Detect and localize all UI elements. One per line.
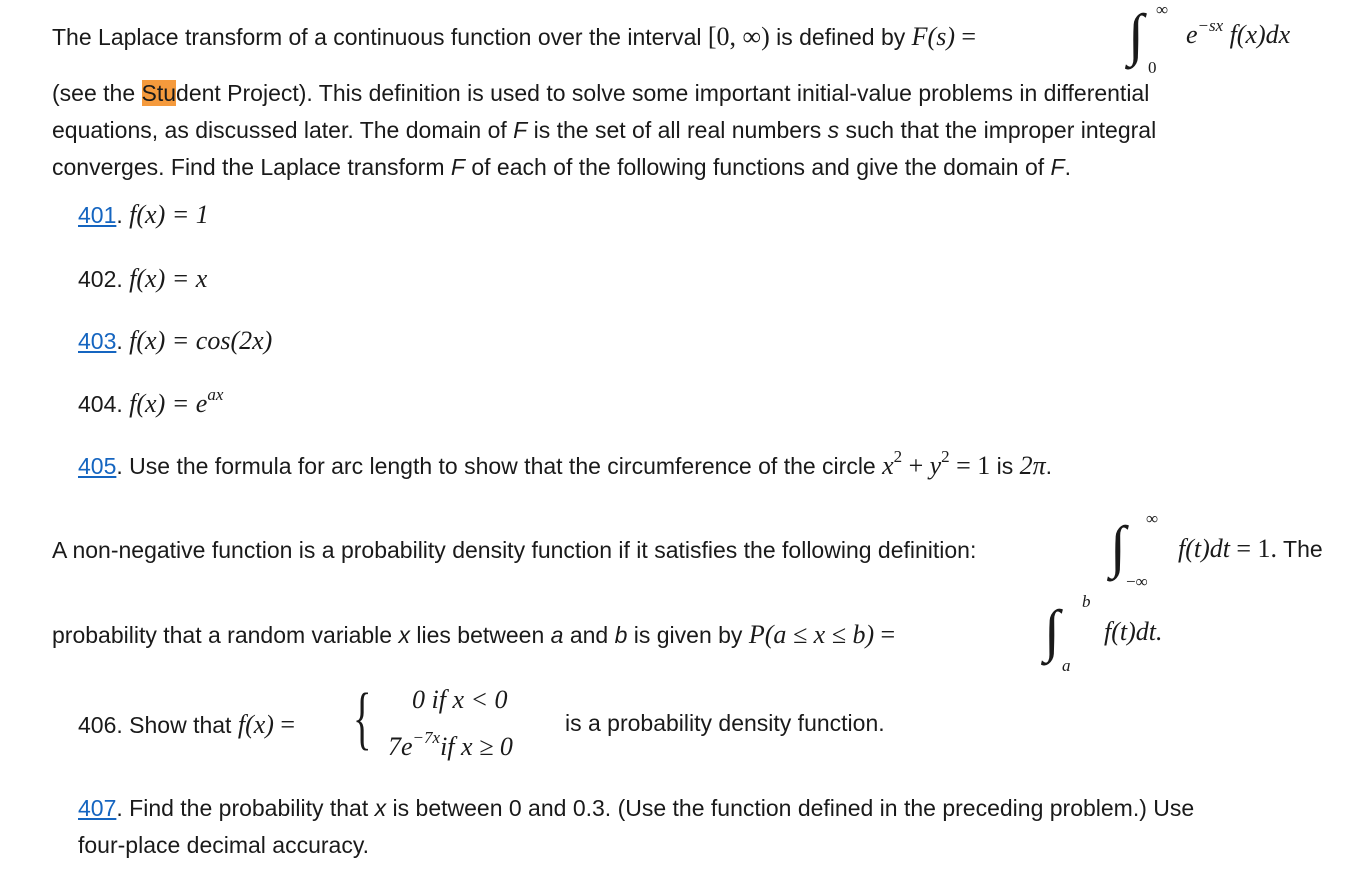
integrand-exponent: −sx [1197,16,1224,35]
search-highlight: Stu [141,80,177,106]
piecewise-case-1: 0 if x < 0 [412,685,508,714]
see-prefix: (see the [52,80,142,106]
line4-b: of each of the following functions and give the domain of [471,154,1045,180]
probability-line1 [52,537,976,564]
equals-one: = 1 [956,451,991,480]
exercise-403-expr: f(x) = cos(2x) [129,326,273,355]
is-text: is [996,453,1014,479]
laplace-intro-text: The Laplace transform of a continuous function over the interval [52,24,702,50]
x-square: 2 [893,447,903,466]
integral-sign: ∫ [1044,598,1060,663]
exercise-407-line2: four-place decimal accuracy. [78,832,370,858]
see-rest: dent Project). This definition is used to solve some important initial-value problems in differential [176,80,1150,106]
the-text: The [1283,536,1323,562]
integral-lower-limit: a [1062,656,1071,675]
exercise-407-line1: . Find the probability that [116,795,369,821]
exercise-401: 401. f(x) = 1 [78,200,209,229]
exercise-406-tail: is a probability density function. [565,710,885,736]
probability-line2 [52,620,895,650]
piecewise-case-2 [388,728,513,762]
integrand-rest: f(x)dx [1229,20,1291,49]
probability-line2-a: probability that a random variable [52,622,393,648]
plus-sign: + [908,451,924,480]
case2-condition: if x ≥ 0 [440,732,513,761]
exercise-402: 402. f(x) = x [78,264,208,293]
laplace-line4 [52,154,1071,181]
defined-by-text: is defined by [776,24,906,50]
probability-line2-b: lies between [416,622,545,648]
period: . [1045,453,1053,479]
integral-lower-limit: −∞ [1126,572,1148,591]
exercise-404-number: 404 [78,391,117,417]
probability-integrand: f(t)dt. [1104,617,1163,646]
x-variable: x [398,622,410,648]
exercise-401-link[interactable]: 401 [78,202,117,228]
s-variable: s [827,117,840,143]
exercise-401-expr: f(x) = 1 [129,200,209,229]
equals-sign: = [961,22,977,51]
exercise-402-expr: f(x) = x [129,264,208,293]
equals-sign: = [880,620,896,649]
probability-line1-text: A non-negative function is a probability density function if it satisfies the following definition: [52,537,977,563]
piecewise-brace: { [353,680,372,757]
F-variable: F [513,117,528,143]
line3-text: equations, as discussed later. The domain of [52,117,507,143]
exercise-404-exponent: ax [207,385,224,404]
integral-upper-limit: ∞ [1146,509,1159,528]
laplace-F-s: F(s) [911,22,955,51]
line4-end: . [1064,154,1071,180]
exercise-402-number: 402 [78,266,117,292]
exercise-407-line1-b: is between 0 and 0.3. (Use the function defined in the preceding problem.) Use [392,795,1195,821]
exercise-407-link[interactable]: 407 [78,795,117,821]
exercise-405-text: Use the formula for arc length to show that the circumference of the circle [129,453,876,479]
exercise-403-link[interactable]: 403 [78,328,117,354]
interval-expr: [0, ∞) [707,22,770,51]
line3-rest-b: such that the improper integral [845,117,1157,143]
y-square: 2 [941,447,950,466]
pdf-equals-one: = 1. [1236,534,1278,563]
integral-sign: ∫ [1128,2,1144,67]
integral-lower-limit: 0 [1148,58,1157,77]
case2-exponent: −7x [412,728,441,747]
integrand-base: e [1186,20,1198,49]
exercise-406-number: 406. [78,712,123,738]
integral-upper-limit: b [1082,592,1091,611]
exercise-407 [78,795,1194,822]
line3-rest-a: is the set of all real numbers [533,117,822,143]
exercise-405-link[interactable]: 405 [78,453,117,479]
x-variable: x [374,795,387,821]
probability-line2-c: is given by [633,622,743,648]
F-variable: F [450,154,465,180]
laplace-line1 [52,22,976,52]
F-variable: F [1050,154,1065,180]
y-base: y [929,451,942,480]
two-pi: 2π [1019,451,1046,480]
pdf-integrand: f(t)dt [1178,534,1230,563]
laplace-integrand [1186,16,1291,50]
exercise-403: 403. f(x) = cos(2x) [78,326,273,355]
integral-upper-limit: ∞ [1156,0,1169,19]
exercise-406 [78,710,295,740]
a-variable: a [550,622,564,648]
integral-sign: ∫ [1110,514,1126,579]
exercise-405: 405. Use the formula for arc length to show that the circumference of the circle $x^2 + y^2 = 1$ is 2π. [78,447,1053,480]
equals-sign: = [280,710,295,739]
exercise-404-expr: f(x) = e [129,389,208,418]
show-that-text: Show that [129,712,232,738]
b-variable: b [614,622,628,648]
case2-coef: 7e [388,732,413,761]
line4-a: converges. Find the Laplace transform [52,154,445,180]
probability-integrand2 [1104,617,1163,647]
exercise-404: 404. $f(x) = e^{ax}$ [78,385,224,418]
f-of-x: f(x) [237,710,274,739]
laplace-line3 [52,117,1156,144]
x-base: x [882,451,894,480]
probability-expr: P(a ≤ x ≤ b) [748,620,875,649]
probability-integral-rest [1178,534,1323,564]
and-text: and [569,622,609,648]
laplace-line2 [52,80,1149,107]
